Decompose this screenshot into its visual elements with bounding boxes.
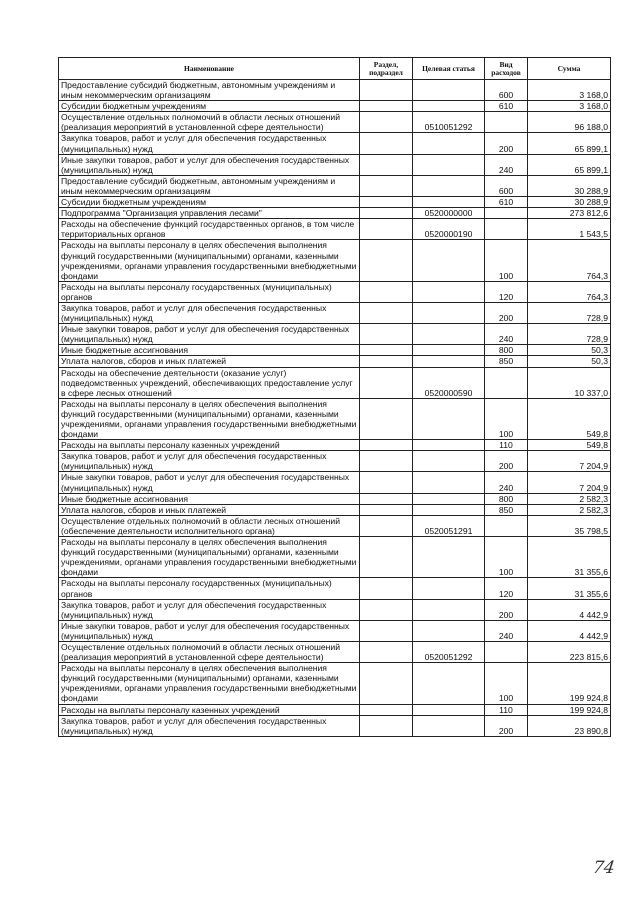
row-target — [413, 302, 485, 323]
row-section — [360, 345, 413, 356]
table-row — [59, 451, 611, 472]
table-row — [59, 175, 611, 196]
header-type: Вид расходов — [485, 58, 528, 80]
row-type: 240 — [485, 154, 528, 175]
row-section — [360, 451, 413, 472]
table-row — [59, 537, 611, 578]
row-name: Закупка товаров, работ и услуг для обеспечения государственных (муниципальных) нужд — [59, 599, 360, 620]
row-sum: 764,3 — [528, 281, 611, 302]
row-name: Расходы на выплаты персоналу в целях обеспечения выполнения функций государственными (муниципальными) органами, казенными учреждениями, органами управления государственными внебюджетными фондами — [59, 537, 360, 578]
row-sum: 4 442,9 — [528, 620, 611, 641]
row-target — [413, 472, 485, 493]
row-sum: 50,3 — [528, 345, 611, 356]
row-target — [413, 80, 485, 101]
row-section — [360, 219, 413, 240]
row-section — [360, 302, 413, 323]
row-type: 600 — [485, 175, 528, 196]
row-sum: 31 355,6 — [528, 578, 611, 599]
table-row — [59, 715, 611, 736]
row-sum: 199 924,8 — [528, 663, 611, 704]
row-type — [485, 641, 528, 662]
row-target — [413, 324, 485, 345]
row-sum: 23 890,8 — [528, 715, 611, 736]
row-section — [360, 578, 413, 599]
row-target — [413, 398, 485, 439]
row-sum: 65 899,1 — [528, 133, 611, 154]
budget-table — [58, 57, 611, 737]
row-target — [413, 356, 485, 367]
row-sum: 4 442,9 — [528, 599, 611, 620]
row-name: Расходы на выплаты персоналу государственных (муниципальных) органов — [59, 578, 360, 599]
table-row — [59, 302, 611, 323]
row-type — [485, 112, 528, 133]
table-row — [59, 80, 611, 101]
table-row — [59, 219, 611, 240]
row-sum: 50,3 — [528, 356, 611, 367]
row-type: 610 — [485, 197, 528, 208]
row-type: 100 — [485, 240, 528, 281]
row-section — [360, 715, 413, 736]
row-type: 200 — [485, 302, 528, 323]
row-name: Предоставление субсидий бюджетным, автономным учреждениям и иным некоммерческим организациям — [59, 80, 360, 101]
row-type — [485, 208, 528, 219]
row-type: 100 — [485, 398, 528, 439]
header-name: Наименование — [59, 58, 360, 80]
header-row — [59, 58, 611, 80]
row-sum: 2 582,3 — [528, 504, 611, 515]
row-sum: 7 204,9 — [528, 451, 611, 472]
table-row — [59, 663, 611, 704]
row-section — [360, 197, 413, 208]
row-name: Предоставление субсидий бюджетным, автономным учреждениям и иным некоммерческим организациям — [59, 175, 360, 196]
row-sum: 35 798,5 — [528, 515, 611, 536]
row-target — [413, 620, 485, 641]
table-row — [59, 515, 611, 536]
row-name: Расходы на выплаты персоналу в целях обеспечения выполнения функций государственными (муниципальными) органами, казенными учреждениями, органами управления государственными внебюджетными фондами — [59, 240, 360, 281]
table-row — [59, 281, 611, 302]
row-section — [360, 599, 413, 620]
row-type: 240 — [485, 324, 528, 345]
row-type — [485, 515, 528, 536]
row-type: 110 — [485, 704, 528, 715]
row-target — [413, 493, 485, 504]
row-target — [413, 715, 485, 736]
row-sum: 96 188,0 — [528, 112, 611, 133]
row-target — [413, 345, 485, 356]
row-name: Закупка товаров, работ и услуг для обеспечения государственных (муниципальных) нужд — [59, 715, 360, 736]
row-target: 0520051292 — [413, 641, 485, 662]
row-type: 200 — [485, 451, 528, 472]
row-target — [413, 133, 485, 154]
row-name: Иные закупки товаров, работ и услуг для обеспечения государственных (муниципальных) нужд — [59, 324, 360, 345]
row-sum: 728,9 — [528, 324, 611, 345]
row-target — [413, 197, 485, 208]
row-name: Расходы на выплаты персоналу казенных учреждений — [59, 440, 360, 451]
row-sum: 764,3 — [528, 240, 611, 281]
header-sum: Сумма — [528, 58, 611, 80]
row-target — [413, 578, 485, 599]
row-section — [360, 704, 413, 715]
row-type: 610 — [485, 101, 528, 112]
row-section — [360, 504, 413, 515]
row-target — [413, 537, 485, 578]
table-row — [59, 101, 611, 112]
row-type: 120 — [485, 281, 528, 302]
table-header — [59, 58, 611, 80]
row-target — [413, 240, 485, 281]
row-name: Иные закупки товаров, работ и услуг для обеспечения государственных (муниципальных) нужд — [59, 620, 360, 641]
row-type: 600 — [485, 80, 528, 101]
row-section — [360, 154, 413, 175]
row-section — [360, 515, 413, 536]
table-row — [59, 345, 611, 356]
table-row — [59, 599, 611, 620]
row-sum: 30 288,9 — [528, 175, 611, 196]
row-name: Расходы на обеспечение функций государственных органов, в том числе территориальных органов — [59, 219, 360, 240]
row-section — [360, 175, 413, 196]
row-name: Субсидии бюджетным учреждениям — [59, 101, 360, 112]
row-sum: 7 204,9 — [528, 472, 611, 493]
row-section — [360, 324, 413, 345]
row-sum: 65 899,1 — [528, 154, 611, 175]
row-type: 850 — [485, 356, 528, 367]
table-row — [59, 324, 611, 345]
table-row — [59, 620, 611, 641]
row-section — [360, 398, 413, 439]
table-row — [59, 240, 611, 281]
row-target: 0520000590 — [413, 367, 485, 398]
row-section — [360, 367, 413, 398]
row-section — [360, 80, 413, 101]
row-section — [360, 112, 413, 133]
row-name: Закупка товаров, работ и услуг для обеспечения государственных (муниципальных) нужд — [59, 451, 360, 472]
row-section — [360, 493, 413, 504]
row-target — [413, 175, 485, 196]
row-section — [360, 281, 413, 302]
table-row — [59, 504, 611, 515]
row-name: Расходы на обеспечение деятельности (оказание услуг) подведомственных учреждений, обеспечивающих предоставление услуг в сфере лесных отношений — [59, 367, 360, 398]
row-section — [360, 537, 413, 578]
row-target: 0520051291 — [413, 515, 485, 536]
table-row — [59, 398, 611, 439]
row-sum: 273 812,6 — [528, 208, 611, 219]
row-name: Субсидии бюджетным учреждениям — [59, 197, 360, 208]
row-sum: 31 355,6 — [528, 537, 611, 578]
row-type: 850 — [485, 504, 528, 515]
row-target: 0520000190 — [413, 219, 485, 240]
document-page — [58, 57, 610, 737]
table-row — [59, 367, 611, 398]
row-name: Расходы на выплаты персоналу в целях обеспечения выполнения функций государственными (муниципальными) органами, казенными учреждениями, органами управления государственными внебюджетными фондами — [59, 398, 360, 439]
row-type: 800 — [485, 493, 528, 504]
table-row — [59, 472, 611, 493]
row-sum: 549,8 — [528, 440, 611, 451]
row-section — [360, 620, 413, 641]
row-target — [413, 704, 485, 715]
row-section — [360, 356, 413, 367]
table-row — [59, 133, 611, 154]
row-sum: 199 924,8 — [528, 704, 611, 715]
row-target — [413, 504, 485, 515]
table-row — [59, 440, 611, 451]
row-target — [413, 154, 485, 175]
table-row — [59, 112, 611, 133]
row-name: Осуществление отдельных полномочий в области лесных отношений (обеспечение деятельности исполнительного органа) — [59, 515, 360, 536]
row-type: 100 — [485, 537, 528, 578]
row-name: Иные закупки товаров, работ и услуг для обеспечения государственных (муниципальных) нужд — [59, 472, 360, 493]
table-row — [59, 578, 611, 599]
table-row — [59, 208, 611, 219]
row-section — [360, 240, 413, 281]
row-target — [413, 451, 485, 472]
row-type — [485, 367, 528, 398]
page-number: 74 — [591, 858, 617, 878]
row-sum: 223 815,6 — [528, 641, 611, 662]
table-row — [59, 641, 611, 662]
row-section — [360, 133, 413, 154]
row-target — [413, 101, 485, 112]
row-name: Иные бюджетные ассигнования — [59, 493, 360, 504]
row-type: 200 — [485, 599, 528, 620]
header-section: Раздел, подраздел — [360, 58, 413, 80]
row-sum: 1 543,5 — [528, 219, 611, 240]
table-row — [59, 356, 611, 367]
row-name: Иные закупки товаров, работ и услуг для обеспечения государственных (муниципальных) нужд — [59, 154, 360, 175]
row-sum: 728,9 — [528, 302, 611, 323]
row-target — [413, 663, 485, 704]
row-section — [360, 663, 413, 704]
row-name: Расходы на выплаты персоналу в целях обеспечения выполнения функций государственными (муниципальными) органами, казенными учреждениями, органами управления государственными внебюджетными фондами — [59, 663, 360, 704]
row-target — [413, 440, 485, 451]
row-target — [413, 599, 485, 620]
row-type: 200 — [485, 133, 528, 154]
header-target: Целевая статья — [413, 58, 485, 80]
row-type: 200 — [485, 715, 528, 736]
row-name: Осуществление отдельных полномочий в области лесных отношений (реализация мероприятий в установленной сфере деятельности) — [59, 112, 360, 133]
row-name: Уплата налогов, сборов и иных платежей — [59, 356, 360, 367]
row-type: 100 — [485, 663, 528, 704]
row-section — [360, 101, 413, 112]
row-sum: 30 288,9 — [528, 197, 611, 208]
row-sum: 3 168,0 — [528, 101, 611, 112]
row-type: 240 — [485, 472, 528, 493]
table-row — [59, 493, 611, 504]
row-name: Подпрограмма "Организация управления лесами" — [59, 208, 360, 219]
row-name: Уплата налогов, сборов и иных платежей — [59, 504, 360, 515]
row-sum: 10 337,0 — [528, 367, 611, 398]
row-section — [360, 641, 413, 662]
row-type — [485, 219, 528, 240]
row-target: 0520000000 — [413, 208, 485, 219]
row-sum: 3 168,0 — [528, 80, 611, 101]
row-sum: 2 582,3 — [528, 493, 611, 504]
row-type: 800 — [485, 345, 528, 356]
row-type: 110 — [485, 440, 528, 451]
row-type: 240 — [485, 620, 528, 641]
row-section — [360, 472, 413, 493]
row-name: Закупка товаров, работ и услуг для обеспечения государственных (муниципальных) нужд — [59, 302, 360, 323]
row-name: Расходы на выплаты персоналу государственных (муниципальных) органов — [59, 281, 360, 302]
row-name: Закупка товаров, работ и услуг для обеспечения государственных (муниципальных) нужд — [59, 133, 360, 154]
row-section — [360, 440, 413, 451]
table-row — [59, 197, 611, 208]
table-row — [59, 154, 611, 175]
table-body — [59, 80, 611, 737]
row-section — [360, 208, 413, 219]
row-name: Осуществление отдельных полномочий в области лесных отношений (реализация мероприятий в установленной сфере деятельности) — [59, 641, 360, 662]
table-row — [59, 704, 611, 715]
row-target — [413, 281, 485, 302]
row-target: 0510051292 — [413, 112, 485, 133]
row-sum: 549,8 — [528, 398, 611, 439]
row-name: Иные бюджетные ассигнования — [59, 345, 360, 356]
row-type: 120 — [485, 578, 528, 599]
row-name: Расходы на выплаты персоналу казенных учреждений — [59, 704, 360, 715]
